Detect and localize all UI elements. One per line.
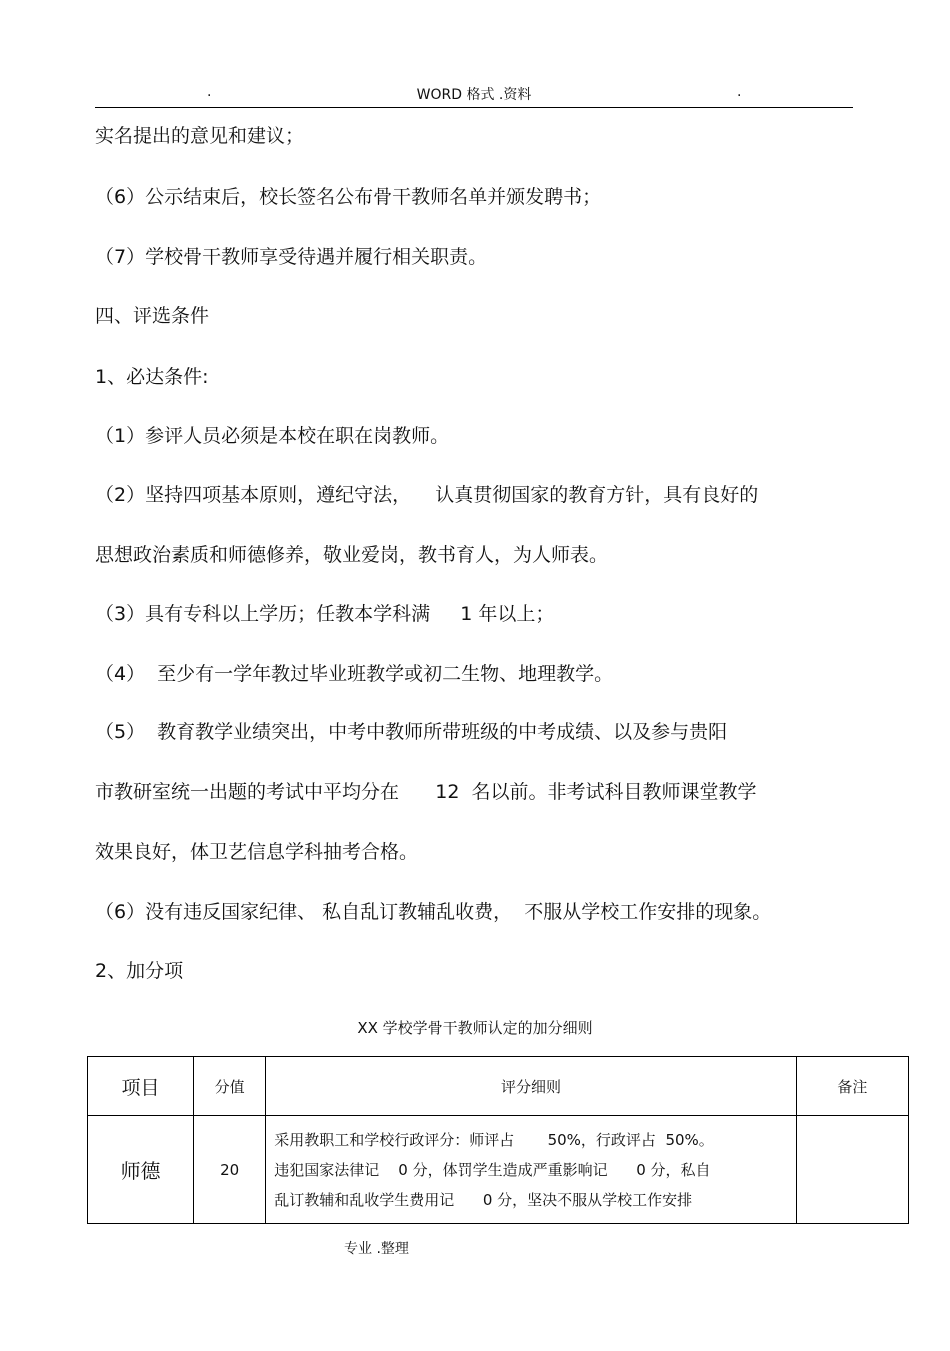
- header-cell-rules: 评分细则: [266, 1057, 797, 1116]
- rule-line: 采用教职工和学校行政评分：师评占 50%，行政评占 50%。: [274, 1130, 714, 1149]
- body-line: （7）学校骨干教师享受待遇并履行相关职责。: [95, 246, 488, 268]
- cell-score: 20: [194, 1116, 266, 1224]
- body-line: （3）具有专科以上学历；任教本学科满 1 年以上；: [95, 603, 555, 625]
- page-footer: 专业 .整理: [344, 1241, 409, 1257]
- body-line: （5） 教育教学业绩突出，中考中教师所带班级的中考成绩、以及参与贵阳: [95, 721, 728, 743]
- table-header-row: [88, 1057, 909, 1116]
- header-title: WORD 格式 .资料: [416, 87, 532, 103]
- body-line: 效果良好，体卫艺信息学科抽考合格。: [95, 841, 419, 863]
- header-cell-item: 项目: [88, 1057, 194, 1116]
- header-cell-remark: 备注: [796, 1057, 908, 1116]
- rule-line: 违犯国家法律记 0 分，体罚学生造成严重影响记 0 分，私自: [274, 1160, 711, 1179]
- cell-item: 师德: [88, 1116, 194, 1224]
- rule-line: 乱订教辅和乱收学生费用记 0 分，坚决不服从学校工作安排: [274, 1190, 693, 1209]
- body-line: （2）坚持四项基本原则，遵纪守法， 认真贯彻国家的教育方针，具有良好的: [95, 484, 759, 506]
- body-line: （6）没有违反国家纪律、 私自乱订教辅乱收费， 不服从学校工作安排的现象。: [95, 901, 772, 923]
- scoring-table: [87, 1056, 909, 1224]
- header-rule: [95, 107, 853, 108]
- subsection-heading: 1、必达条件:: [95, 366, 209, 388]
- body-line: （6）公示结束后，校长签名公布骨干教师名单并颁发聘书；: [95, 186, 602, 208]
- subsection-heading: 2、加分项: [95, 960, 184, 982]
- page-header: [95, 84, 853, 104]
- cell-rules: [266, 1116, 797, 1224]
- table-caption: XX 学校学骨干教师认定的加分细则: [357, 1019, 593, 1037]
- header-dot-right: .: [737, 84, 742, 100]
- table-row: [88, 1116, 909, 1224]
- header-cell-score: 分值: [194, 1057, 266, 1116]
- body-line: （1）参评人员必须是本校在职在岗教师。: [95, 425, 450, 447]
- body-line: 市教研室统一出题的考试中平均分在 12 名以前。非考试科目教师课堂教学: [95, 781, 757, 803]
- body-line: 实名提出的意见和建议；: [95, 125, 305, 147]
- header-dot-left: .: [207, 84, 212, 100]
- body-line: 思想政治素质和师德修养，敬业爱岗，教书育人，为人师表。: [95, 544, 609, 566]
- section-heading: 四、评选条件: [95, 305, 210, 327]
- body-line: （4） 至少有一学年教过毕业班教学或初二生物、地理教学。: [95, 663, 614, 685]
- cell-remark: [796, 1116, 908, 1224]
